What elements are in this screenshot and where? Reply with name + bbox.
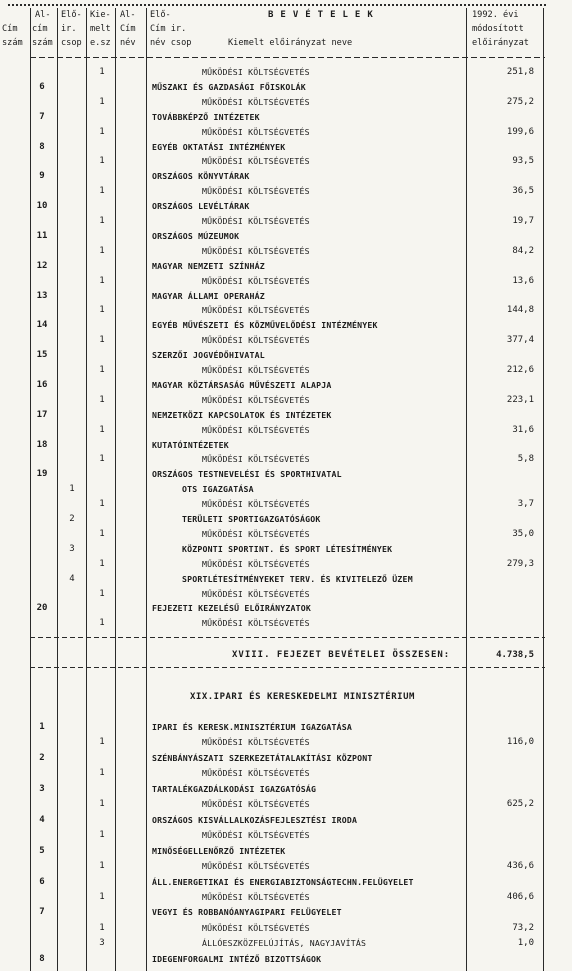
table-row xyxy=(0,813,572,828)
table-row xyxy=(0,921,572,936)
table-row xyxy=(0,333,572,348)
item-value: 275,2 xyxy=(506,96,534,107)
item-value: 1,0 xyxy=(517,938,534,949)
item-value: 377,4 xyxy=(506,335,534,346)
total-separator xyxy=(30,637,545,638)
table-row xyxy=(0,782,572,797)
hdr-al-nev: név xyxy=(120,38,136,48)
item-name: TARTALÉKGAZDÁLKODÁSI IGAZGATÓSÁG xyxy=(152,783,317,794)
cim-number: 2 xyxy=(39,752,45,763)
table-row xyxy=(0,423,572,438)
eloir-group: 1 xyxy=(99,861,105,872)
hdr-nev: név xyxy=(150,38,166,48)
hdr-title: BEVÉTELEK xyxy=(268,10,380,20)
table-row xyxy=(0,890,572,905)
item-value: 144,8 xyxy=(506,305,534,316)
item-value: 116,0 xyxy=(506,737,534,748)
table-row xyxy=(0,512,572,527)
table-row xyxy=(0,751,572,766)
item-value: 436,6 xyxy=(506,861,534,872)
hdr-val-3: előirányzat xyxy=(472,38,529,48)
cim-number: 1 xyxy=(39,722,45,732)
item-value: 19,7 xyxy=(512,216,534,226)
item-name: SZÉNBÁNYÁSZATI SZERKEZETÁTALAKÍTÁSI KÖZPONT xyxy=(152,752,373,763)
cim-number: 17 xyxy=(36,409,48,420)
table-row xyxy=(0,348,572,363)
item-name: MŰKÖDÉSI KÖLTSÉGVETÉS xyxy=(202,737,310,748)
table-row xyxy=(0,467,572,482)
item-name: MŰKÖDÉSI KÖLTSÉGVETÉS xyxy=(202,454,310,465)
hdr-elo: Elő- xyxy=(61,10,82,20)
item-value: 5,8 xyxy=(517,454,534,465)
table-row xyxy=(0,140,572,155)
hdr-val-2: módosított xyxy=(472,24,524,34)
hdr-elo2-ir: ir. xyxy=(170,24,187,34)
eloir-group: 1 xyxy=(99,216,105,226)
item-name: OTS IGAZGATÁSA xyxy=(182,484,254,495)
table-row xyxy=(0,438,572,453)
item-name: SZERZŐI JOGVÉDŐHIVATAL xyxy=(152,350,265,361)
cim-number: 7 xyxy=(39,907,45,918)
item-name: TERÜLETI SPORTIGAZGATÓSÁGOK xyxy=(182,514,321,524)
table-row xyxy=(0,797,572,812)
eloir-group: 1 xyxy=(99,126,105,137)
item-value: 212,6 xyxy=(506,365,534,375)
hdr-elo-csop: csop xyxy=(61,38,82,48)
cim-number: 18 xyxy=(36,439,48,450)
hdr-kie-melt: melt xyxy=(90,24,111,34)
item-name: ÁLLÓESZKÖZFELÚJÍTÁS, NAGYJAVÍTÁS xyxy=(202,938,367,949)
eloir-group: 1 xyxy=(99,922,105,933)
table-row xyxy=(0,735,572,750)
item-name: MŰKÖDÉSI KÖLTSÉGVETÉS xyxy=(202,618,310,629)
item-name: MŰKÖDÉSI KÖLTSÉGVETÉS xyxy=(202,528,310,539)
item-name: ORSZÁGOS KÖNYVTÁRAK xyxy=(152,171,250,182)
hdr-val-1: 1992. évi xyxy=(472,10,519,20)
eloir-group: 1 xyxy=(99,454,105,465)
item-name: MŰKÖDÉSI KÖLTSÉGVETÉS xyxy=(202,216,310,226)
item-name: MAGYAR ÁLLAMI OPERAHÁZ xyxy=(152,290,265,301)
table-row xyxy=(0,587,572,602)
item-name: MAGYAR NEMZETI SZÍNHÁZ xyxy=(152,260,265,271)
table-row xyxy=(0,844,572,859)
eloir-group: 1 xyxy=(99,768,105,779)
cim-number: 20 xyxy=(36,603,48,614)
table-row xyxy=(0,80,572,95)
hdr-cim-nev: Cím xyxy=(150,24,166,34)
table-row xyxy=(0,601,572,616)
cim-number: 14 xyxy=(36,320,48,331)
hdr-szam: szám xyxy=(2,38,23,48)
eloir-group: 3 xyxy=(99,938,105,949)
item-name: MŰKÖDÉSI KÖLTSÉGVETÉS xyxy=(202,424,310,435)
alcim-number: 1 xyxy=(69,484,75,495)
item-name: ORSZÁGOS TESTNEVELÉSI ÉS SPORTHIVATAL xyxy=(152,469,342,480)
item-name: KUTATÓINTÉZETEK xyxy=(152,439,229,450)
item-name: EGYÉB OKTATÁSI INTÉZMÉNYEK xyxy=(152,141,286,152)
table-row xyxy=(0,169,572,184)
table-row xyxy=(0,497,572,512)
total-row xyxy=(0,648,572,663)
item-name: MŰKÖDÉSI KÖLTSÉGVETÉS xyxy=(202,365,310,375)
item-name: MŰKÖDÉSI KÖLTSÉGVETÉS xyxy=(202,126,310,137)
item-value: 199,6 xyxy=(506,126,534,137)
item-name: MŰKÖDÉSI KÖLTSÉGVETÉS xyxy=(202,558,310,569)
hdr-cim: Cím xyxy=(2,24,18,34)
hdr-kie-esz: e.sz xyxy=(90,38,111,48)
hdr-elo2-csop: csop xyxy=(170,38,192,48)
item-name: FEJEZETI KEZELÉSŰ ELŐIRÁNYZATOK xyxy=(152,603,312,614)
eloir-group: 1 xyxy=(99,424,105,435)
table-row xyxy=(0,557,572,572)
item-value: 223,1 xyxy=(506,394,534,405)
eloir-group: 1 xyxy=(99,96,105,107)
hdr-kie: Kie- xyxy=(90,10,111,20)
table-row xyxy=(0,274,572,289)
ministry-row xyxy=(0,690,572,705)
cim-number: 11 xyxy=(36,230,48,241)
table-row xyxy=(0,572,572,587)
table-row xyxy=(0,125,572,140)
item-name: ÁLL.ENERGETIKAI ÉS ENERGIABIZTONSÁGTECHN.FELÜGYELET xyxy=(152,876,414,887)
eloir-group: 1 xyxy=(99,588,105,599)
cim-number: 10 xyxy=(36,201,48,212)
hdr-alcim-szam: szám xyxy=(32,38,53,48)
item-name: MŰKÖDÉSI KÖLTSÉGVETÉS xyxy=(202,499,310,510)
item-name: MŰKÖDÉSI KÖLTSÉGVETÉS xyxy=(202,275,310,286)
hdr-col-name: Kiemelt előirányzat neve xyxy=(228,38,353,48)
header-separator xyxy=(30,57,545,58)
cim-number: 12 xyxy=(36,260,48,271)
hdr-al: Al- xyxy=(120,10,136,20)
table-row xyxy=(0,244,572,259)
item-name: IDEGENFORGALMI INTÉZŐ BIZOTTSÁGOK xyxy=(152,953,322,964)
item-name: KÖZPONTI SPORTINT. ÉS SPORT LÉTESÍTMÉNYEK xyxy=(182,543,393,554)
table-row xyxy=(0,229,572,244)
total-separator-bottom xyxy=(30,667,545,668)
cim-number: 8 xyxy=(39,141,45,152)
table-row xyxy=(0,875,572,890)
eloir-group: 1 xyxy=(99,245,105,256)
table-row xyxy=(0,616,572,631)
table-row xyxy=(0,482,572,497)
table-row xyxy=(0,65,572,80)
item-value: 3,7 xyxy=(517,499,534,510)
table-row xyxy=(0,720,572,735)
item-value: 84,2 xyxy=(512,245,534,256)
eloir-group: 1 xyxy=(99,275,105,286)
item-name: MŰKÖDÉSI KÖLTSÉGVETÉS xyxy=(202,861,310,872)
item-value: 36,5 xyxy=(512,186,534,197)
item-value: 406,6 xyxy=(506,891,534,902)
cim-number: 16 xyxy=(36,379,48,390)
item-name: VEGYI ÉS ROBBANÓANYAGIPARI FELÜGYELET xyxy=(152,907,342,918)
item-value: 73,2 xyxy=(512,922,534,933)
item-name: MŰKÖDÉSI KÖLTSÉGVETÉS xyxy=(202,245,310,256)
item-name: MAGYAR KÖZTÁRSASÁG MŰVÉSZETI ALAPJA xyxy=(152,379,332,390)
cim-number: 6 xyxy=(39,81,45,92)
cim-number: 4 xyxy=(39,814,45,825)
total-value: 4.738,5 xyxy=(496,650,534,660)
eloir-group: 1 xyxy=(99,335,105,346)
cim-number: 8 xyxy=(39,953,45,964)
item-value: 35,0 xyxy=(512,528,534,539)
eloir-group: 1 xyxy=(99,830,105,841)
table-row xyxy=(0,378,572,393)
eloir-group: 1 xyxy=(99,394,105,405)
table-row xyxy=(0,363,572,378)
table-row xyxy=(0,184,572,199)
table-row xyxy=(0,303,572,318)
cim-number: 5 xyxy=(39,845,45,856)
table-row xyxy=(0,905,572,920)
table-row xyxy=(0,214,572,229)
item-name: MINŐSÉGELLENŐRZŐ INTÉZETEK xyxy=(152,845,286,856)
hdr-cim-1: Al- xyxy=(35,10,51,20)
item-name: EGYÉB MŰVÉSZETI ÉS KÖZMŰVELŐDÉSI INTÉZMÉNYEK xyxy=(152,320,378,331)
item-name: MŰKÖDÉSI KÖLTSÉGVETÉS xyxy=(202,156,310,167)
eloir-group: 1 xyxy=(99,186,105,197)
eloir-group: 1 xyxy=(99,737,105,748)
eloir-group: 1 xyxy=(99,618,105,629)
item-name: MŰKÖDÉSI KÖLTSÉGVETÉS xyxy=(202,186,310,197)
cim-number: 13 xyxy=(36,290,48,301)
hdr-elo-ir: ir. xyxy=(61,24,77,34)
cim-number: 9 xyxy=(39,171,45,182)
item-name: ORSZÁGOS LEVÉLTÁRAK xyxy=(152,201,250,212)
table-row xyxy=(0,154,572,169)
item-name: MŰKÖDÉSI KÖLTSÉGVETÉS xyxy=(202,891,310,902)
table-row xyxy=(0,393,572,408)
item-name: MŰKÖDÉSI KÖLTSÉGVETÉS xyxy=(202,305,310,316)
table-row xyxy=(0,936,572,951)
item-name: MŰKÖDÉSI KÖLTSÉGVETÉS xyxy=(202,335,310,346)
item-name: SPORTLÉTESÍTMÉNYEKET TERV. ÉS KIVITELEZŐ ÜZEM xyxy=(182,573,413,584)
item-name: MŰKÖDÉSI KÖLTSÉGVETÉS xyxy=(202,768,310,779)
alcim-number: 3 xyxy=(69,543,75,554)
eloir-group: 1 xyxy=(99,891,105,902)
table-row xyxy=(0,95,572,110)
table-row xyxy=(0,259,572,274)
item-value: 279,3 xyxy=(506,558,534,569)
hdr-al-cim: Cím xyxy=(120,24,136,34)
item-name: NEMZETKÖZI KAPCSOLATOK ÉS INTÉZETEK xyxy=(152,409,332,420)
item-name: MŰKÖDÉSI KÖLTSÉGVETÉS xyxy=(202,394,310,405)
item-name: MŰKÖDÉSI KÖLTSÉGVETÉS xyxy=(202,830,310,841)
item-value: 251,8 xyxy=(506,67,534,77)
table-row xyxy=(0,828,572,843)
table-row xyxy=(0,199,572,214)
cim-number: 3 xyxy=(39,783,45,794)
table-row xyxy=(0,318,572,333)
table-row xyxy=(0,110,572,125)
table-row xyxy=(0,452,572,467)
item-value: 93,5 xyxy=(512,156,534,167)
top-dotted-border xyxy=(8,4,548,6)
table-row xyxy=(0,542,572,557)
hdr-alcim-cim: cím xyxy=(32,24,48,34)
table-row xyxy=(0,408,572,423)
alcim-number: 4 xyxy=(69,573,75,584)
item-value: 31,6 xyxy=(512,424,534,435)
table-row xyxy=(0,952,572,967)
cim-number: 15 xyxy=(36,350,48,361)
item-name: MŰKÖDÉSI KÖLTSÉGVETÉS xyxy=(202,588,310,599)
table-row xyxy=(0,289,572,304)
item-value: 625,2 xyxy=(506,799,534,810)
table-row xyxy=(0,766,572,781)
item-name: MŰKÖDÉSI KÖLTSÉGVETÉS xyxy=(202,799,310,810)
eloir-group: 1 xyxy=(99,799,105,810)
item-name: ORSZÁGOS MÚZEUMOK xyxy=(152,230,240,241)
eloir-group: 1 xyxy=(99,67,105,77)
item-name: TOVÁBBKÉPZŐ INTÉZETEK xyxy=(152,111,260,122)
item-name: MŰKÖDÉSI KÖLTSÉGVETÉS xyxy=(202,67,310,77)
cim-number: 19 xyxy=(36,469,48,480)
hdr-elo2: Elő- xyxy=(150,10,171,20)
eloir-group: 1 xyxy=(99,305,105,316)
cim-number: 6 xyxy=(39,876,45,887)
item-name: MŰSZAKI ÉS GAZDASÁGI FŐISKOLÁK xyxy=(152,81,306,92)
eloir-group: 1 xyxy=(99,528,105,539)
alcim-number: 2 xyxy=(69,514,75,524)
eloir-group: 1 xyxy=(99,156,105,167)
item-name: MŰKÖDÉSI KÖLTSÉGVETÉS xyxy=(202,96,310,107)
table-row xyxy=(0,527,572,542)
ministry-title: XIX.IPARI ÉS KERESKEDELMI MINISZTÉRIUM xyxy=(190,692,415,702)
item-name: IPARI ÉS KERESK.MINISZTÉRIUM IGAZGATÁSA xyxy=(152,722,353,732)
item-name: ORSZÁGOS KISVÁLLALKOZÁSFEJLESZTÉSI IRODA xyxy=(152,814,358,825)
table-row xyxy=(0,859,572,874)
total-label: XVIII. FEJEZET BEVÉTELEI ÖSSZESEN: xyxy=(232,650,451,660)
item-value: 13,6 xyxy=(512,275,534,286)
eloir-group: 1 xyxy=(99,365,105,375)
cim-number: 7 xyxy=(39,111,45,122)
eloir-group: 1 xyxy=(99,558,105,569)
eloir-group: 1 xyxy=(99,499,105,510)
item-name: MŰKÖDÉSI KÖLTSÉGVETÉS xyxy=(202,922,310,933)
